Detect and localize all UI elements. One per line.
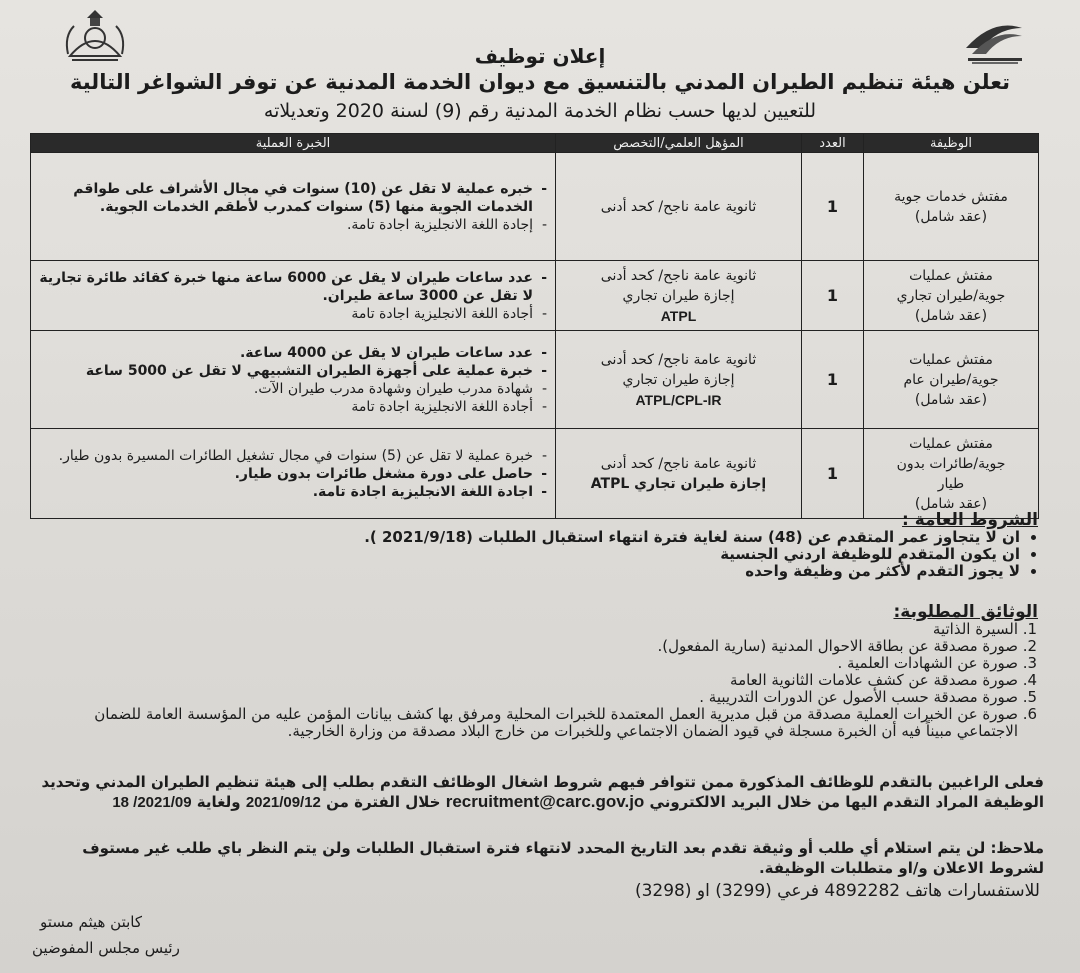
signature-title: رئيس مجلس المفوضين bbox=[32, 939, 180, 957]
job-title bbox=[864, 261, 1039, 331]
list-item: • ان لا يتجاوز عمر المتقدم عن (48) سنة لغاية فترة انتهاء استقبال الطلبات (2021/9/18 ). bbox=[30, 529, 1020, 546]
job-title-line: مفتش عمليات bbox=[909, 351, 993, 368]
note: ملاحظ: لن يتم استلام أي طلب أو وثيقة تقدم بعد التاريخ المحدد لانتهاء فترة استقبال الطلبات ولن يتم النظر باي طلب غير مستوف لشروط الاعلان و/او متطلبات الوظيفة. bbox=[82, 839, 1044, 877]
job-contract: (عقد شامل) bbox=[914, 495, 988, 512]
job-title-line: مفتش عمليات bbox=[909, 267, 993, 284]
qual-line: ثانوية عامة ناجح/ كحد أدنى bbox=[600, 267, 757, 284]
application-instructions bbox=[30, 772, 1044, 813]
job-qualification bbox=[556, 429, 802, 519]
list-item: 2. صورة مصدقة عن بطاقة الاحوال المدنية (سارية المفعول). bbox=[30, 638, 1018, 655]
list-item: 1. السيرة الذاتية bbox=[30, 621, 1018, 638]
qual-line: ثانوية عامة ناجح/ كحد أدنى bbox=[600, 351, 757, 368]
ad-title: إعلان توظيف bbox=[474, 44, 606, 68]
experience-item: - خبرة عملية على أجهزة الطيران التشبيهي لا تقل عن 5000 ساعة bbox=[37, 362, 533, 380]
date-from: 2021/09/12 bbox=[245, 794, 321, 811]
qual-line: إجازة طيران تجاري bbox=[622, 287, 735, 304]
job-experience bbox=[31, 429, 556, 519]
header-count: العدد bbox=[802, 134, 864, 153]
qual-line: إجازة طيران تجاري bbox=[622, 371, 735, 388]
experience-item: - اجادة اللغة الانجليزية اجادة تامة. bbox=[37, 483, 533, 501]
subline: للتعيين لديها حسب نظام الخدمة المدنية رقم (9) لسنة 2020 وتعديلاته bbox=[263, 100, 817, 122]
list-item: 6. صورة عن الخبرات العملية مصدقة من قبل مديرية العمل المعتمدة للخبرات المحلية ومرفق بها كشف بيانات المؤمن عليه من المؤسسة العامة للضمان الاجتماعي مبيناً فيه أن الخبرة مسجلة في قيود الضمان الاجتماعي وللخبرات من خارج البلاد مصدقة من وزارة الخارجية. bbox=[30, 706, 1018, 740]
table-header-row bbox=[31, 134, 1039, 153]
general-conditions bbox=[30, 512, 1038, 580]
list-item: • ان يكون المتقدم للوظيفة اردني الجنسية bbox=[30, 546, 1020, 563]
experience-item: - خبرة عملية لا تقل عن (5) سنوات في مجال تشغيل الطائرات المسيرة بدون طيار. bbox=[37, 447, 533, 465]
job-title-line: جوية/طيران عام bbox=[903, 371, 999, 388]
list-item: 5. صورة مصدقة حسب الأصول عن الدورات التدريبية . bbox=[30, 689, 1018, 706]
job-title-line: جوية/طيران تجاري bbox=[896, 287, 1006, 304]
email-link[interactable]: recruitment@carc.gov.jo bbox=[445, 792, 645, 811]
inquiries: للاستفسارات هاتف 4892282 فرعي (3299) او (3298) bbox=[634, 881, 1040, 901]
job-title-line: طيار bbox=[937, 475, 965, 492]
job-qualification bbox=[556, 331, 802, 429]
job-title-line: جوية/طائرات بدون bbox=[896, 455, 1006, 472]
table-row bbox=[31, 331, 1039, 429]
job-count: 1 bbox=[802, 429, 864, 519]
table-row bbox=[31, 261, 1039, 331]
headline: تعلن هيئة تنظيم الطيران المدني بالتنسيق مع ديوان الخدمة المدنية عن توفر الشواغر التالية bbox=[70, 70, 1010, 94]
job-title-line: مفتش عمليات bbox=[909, 435, 993, 452]
list-item: 3. صورة عن الشهادات العلمية . bbox=[30, 655, 1018, 672]
documents-heading: الوثائق المطلوبة: bbox=[893, 602, 1038, 622]
experience-item: - أجادة اللغة الانجليزية اجادة تامة bbox=[37, 305, 533, 323]
jobs-table bbox=[30, 133, 1039, 519]
job-count: 1 bbox=[802, 261, 864, 331]
job-count: 1 bbox=[802, 153, 864, 261]
header-job: الوظيفة bbox=[864, 134, 1039, 153]
license-type: ATPL bbox=[660, 307, 697, 324]
job-experience bbox=[31, 261, 556, 331]
license-type: ATPL/CPL-IR bbox=[635, 391, 722, 408]
job-title bbox=[864, 153, 1039, 261]
experience-item: - خبره عملية لا تقل عن (10) سنوات في مجال الأشراف على طواقم الخدمات الجوية منها (5) سنوات كمدرب لأطقم الخدمات الجوية. bbox=[37, 180, 533, 216]
job-qualification bbox=[556, 153, 802, 261]
experience-item: - إجادة اللغة الانجليزية اجادة تامة. bbox=[37, 216, 533, 234]
experience-item: - شهادة مدرب طيران وشهادة مدرب طيران الآت. bbox=[37, 380, 533, 398]
job-contract: (عقد شامل) bbox=[914, 391, 988, 408]
header-qualification: المؤهل العلمي/التخصص bbox=[556, 134, 802, 153]
job-experience bbox=[31, 331, 556, 429]
experience-item: - حاصل على دورة مشغل طائرات بدون طيار. bbox=[37, 465, 533, 483]
header-experience: الخبرة العملية bbox=[31, 134, 556, 153]
table-row bbox=[31, 153, 1039, 261]
job-title bbox=[864, 331, 1039, 429]
general-conditions-heading: الشروط العامة : bbox=[902, 510, 1038, 530]
qual-line: ثانوية عامة ناجح/ كحد أدنى bbox=[600, 198, 757, 215]
experience-item: - أجادة اللغة الانجليزية اجادة تامة bbox=[37, 398, 533, 416]
period-prefix: خلال الفترة من bbox=[326, 793, 441, 811]
list-item: • لا يجوز التقدم لأكثر من وظيفة واحده bbox=[30, 563, 1020, 580]
job-count: 1 bbox=[802, 331, 864, 429]
qual-line: إجازة طيران تجاري ATPL bbox=[590, 475, 767, 492]
required-documents bbox=[30, 604, 1038, 740]
job-qualification bbox=[556, 261, 802, 331]
signature-name: كابتن هيثم مستو bbox=[40, 913, 143, 931]
qual-line: ثانوية عامة ناجح/ كحد أدنى bbox=[600, 455, 757, 472]
job-experience bbox=[31, 153, 556, 261]
until-label: ولغاية bbox=[196, 793, 241, 811]
job-title-line: مفتش خدمات جوية bbox=[894, 188, 1008, 205]
job-contract: (عقد شامل) bbox=[914, 307, 988, 324]
table-row bbox=[31, 429, 1039, 519]
experience-item: - عدد ساعات طيران لا يقل عن 4000 ساعة. bbox=[37, 344, 533, 362]
date-to: 18 /2021/09 bbox=[112, 794, 192, 811]
job-contract: (عقد شامل) bbox=[914, 208, 988, 225]
job-title bbox=[864, 429, 1039, 519]
list-item: 4. صورة مصدقة عن كشف علامات الثانوية العامة bbox=[30, 672, 1018, 689]
experience-item: - عدد ساعات طيران لا يقل عن 6000 ساعة منها خبرة كقائد طائرة تجارية لا تقل عن 3000 ساعة طيران. bbox=[37, 269, 533, 305]
apply-text: فعلى الراغبين بالتقدم للوظائف المذكورة ممن تتوافر فيهم شروط اشغال الوظائف التقدم بطلب إلى هيئة تنظيم الطيران المدني وتحديد الوظيفة المراد التقدم اليها من خلال البريد الالكتروني bbox=[41, 773, 1044, 811]
